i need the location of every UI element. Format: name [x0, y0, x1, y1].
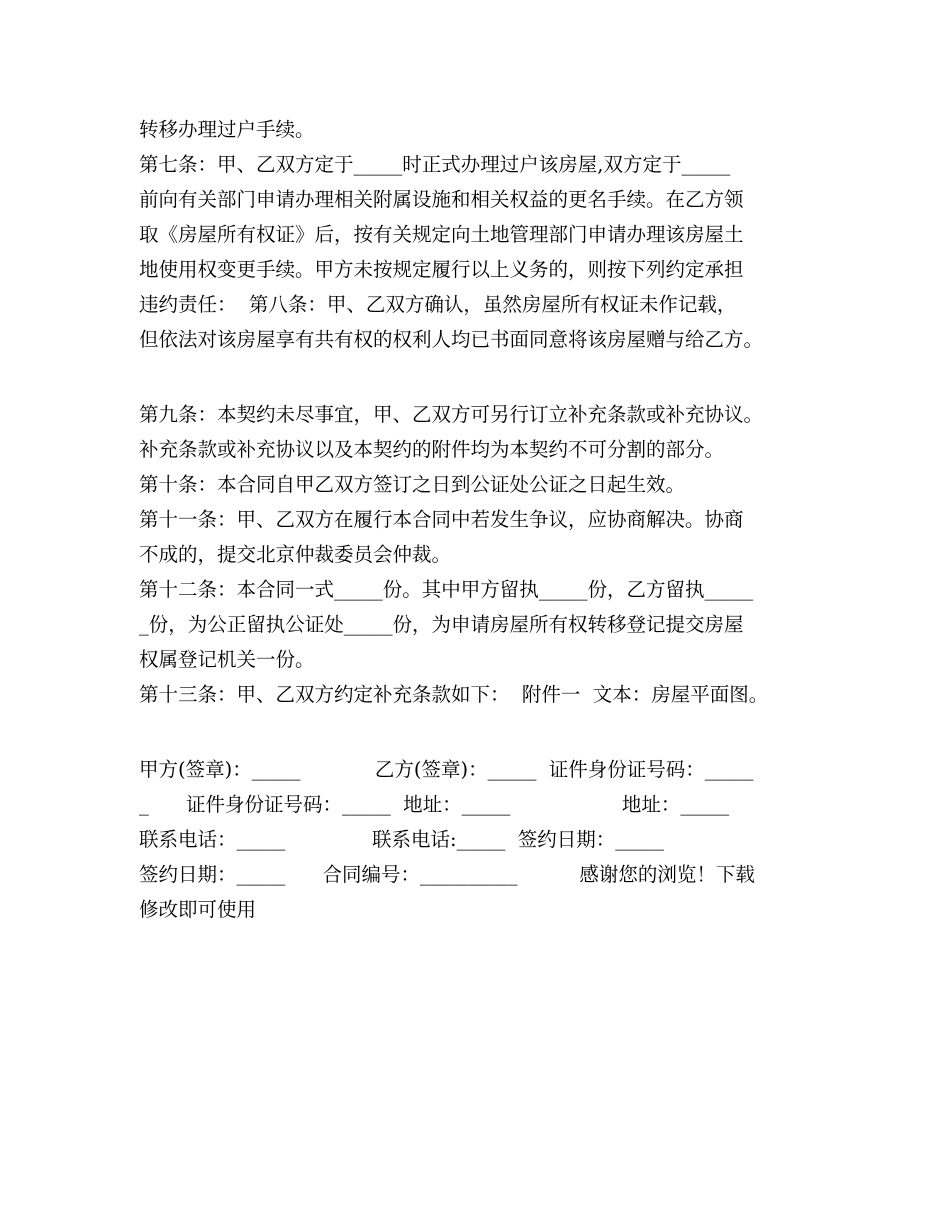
text-line-6: 违约责任： 第八条：甲、乙双方确认，虽然房屋所有权证未作记载， — [139, 293, 737, 316]
signature-line-4: 签约日期：_____ 合同编号：__________ 感谢您的浏览！下载 — [139, 863, 755, 886]
text-line-15: 权属登记机关一份。 — [139, 648, 315, 671]
text-line-11: 第十一条：甲、乙双方在履行本合同中若发生争议，应协商解决。协商 — [139, 508, 744, 531]
text-line-16: 第十三条：甲、乙双方约定补充条款如下： 附件一 文本：房屋平面图。 — [139, 683, 769, 706]
text-line-1: 转移办理过户手续。 — [139, 118, 315, 141]
text-line-3: 前向有关部门申请办理相关附属设施和相关权益的更名手续。在乙方领 — [139, 188, 744, 211]
signature-line-2: _ 证件身份证号码：_____ 地址：_____ 地址：_____ — [139, 793, 730, 816]
text-line-5: 地使用权变更手续。甲方未按规定履行以上义务的，则按下列约定承担 — [139, 258, 744, 281]
signature-line-3: 联系电话：_____ 联系电话:_____ 签约日期：_____ — [139, 828, 664, 851]
text-line-12: 不成的，提交北京仲裁委员会仲裁。 — [139, 543, 452, 566]
text-line-7: 但依法对该房屋享有共有权的权利人均已书面同意将该房屋赠与给乙方。 — [139, 328, 764, 351]
text-line-10: 第十条：本合同自甲乙双方签订之日到公证处公证之日起生效。 — [139, 473, 686, 496]
text-line-13: 第十二条：本合同一式_____份。其中甲方留执_____份，乙方留执_____ — [139, 578, 754, 601]
signature-line-1: 甲方(签章)：_____ 乙方(签章)：_____ 证件身份证号码：_____ — [139, 758, 754, 781]
text-line-9: 补充条款或补充协议以及本契约的附件均为本契约不可分割的部分。 — [139, 438, 725, 461]
text-line-4: 取《房屋所有权证》后，按有关规定向土地管理部门申请办理该房屋土 — [139, 223, 744, 246]
text-line-8: 第九条：本契约未尽事宜，甲、乙双方可另行订立补充条款或补充协议。 — [139, 403, 764, 426]
text-line-2: 第七条：甲、乙双方定于_____时正式办理过户该房屋,双方定于_____ — [139, 153, 731, 176]
text-line-14: _份，为公正留执公证处_____份，为申请房屋所有权转移登记提交房屋 — [139, 613, 744, 636]
closing-line: 修改即可使用 — [139, 898, 257, 921]
